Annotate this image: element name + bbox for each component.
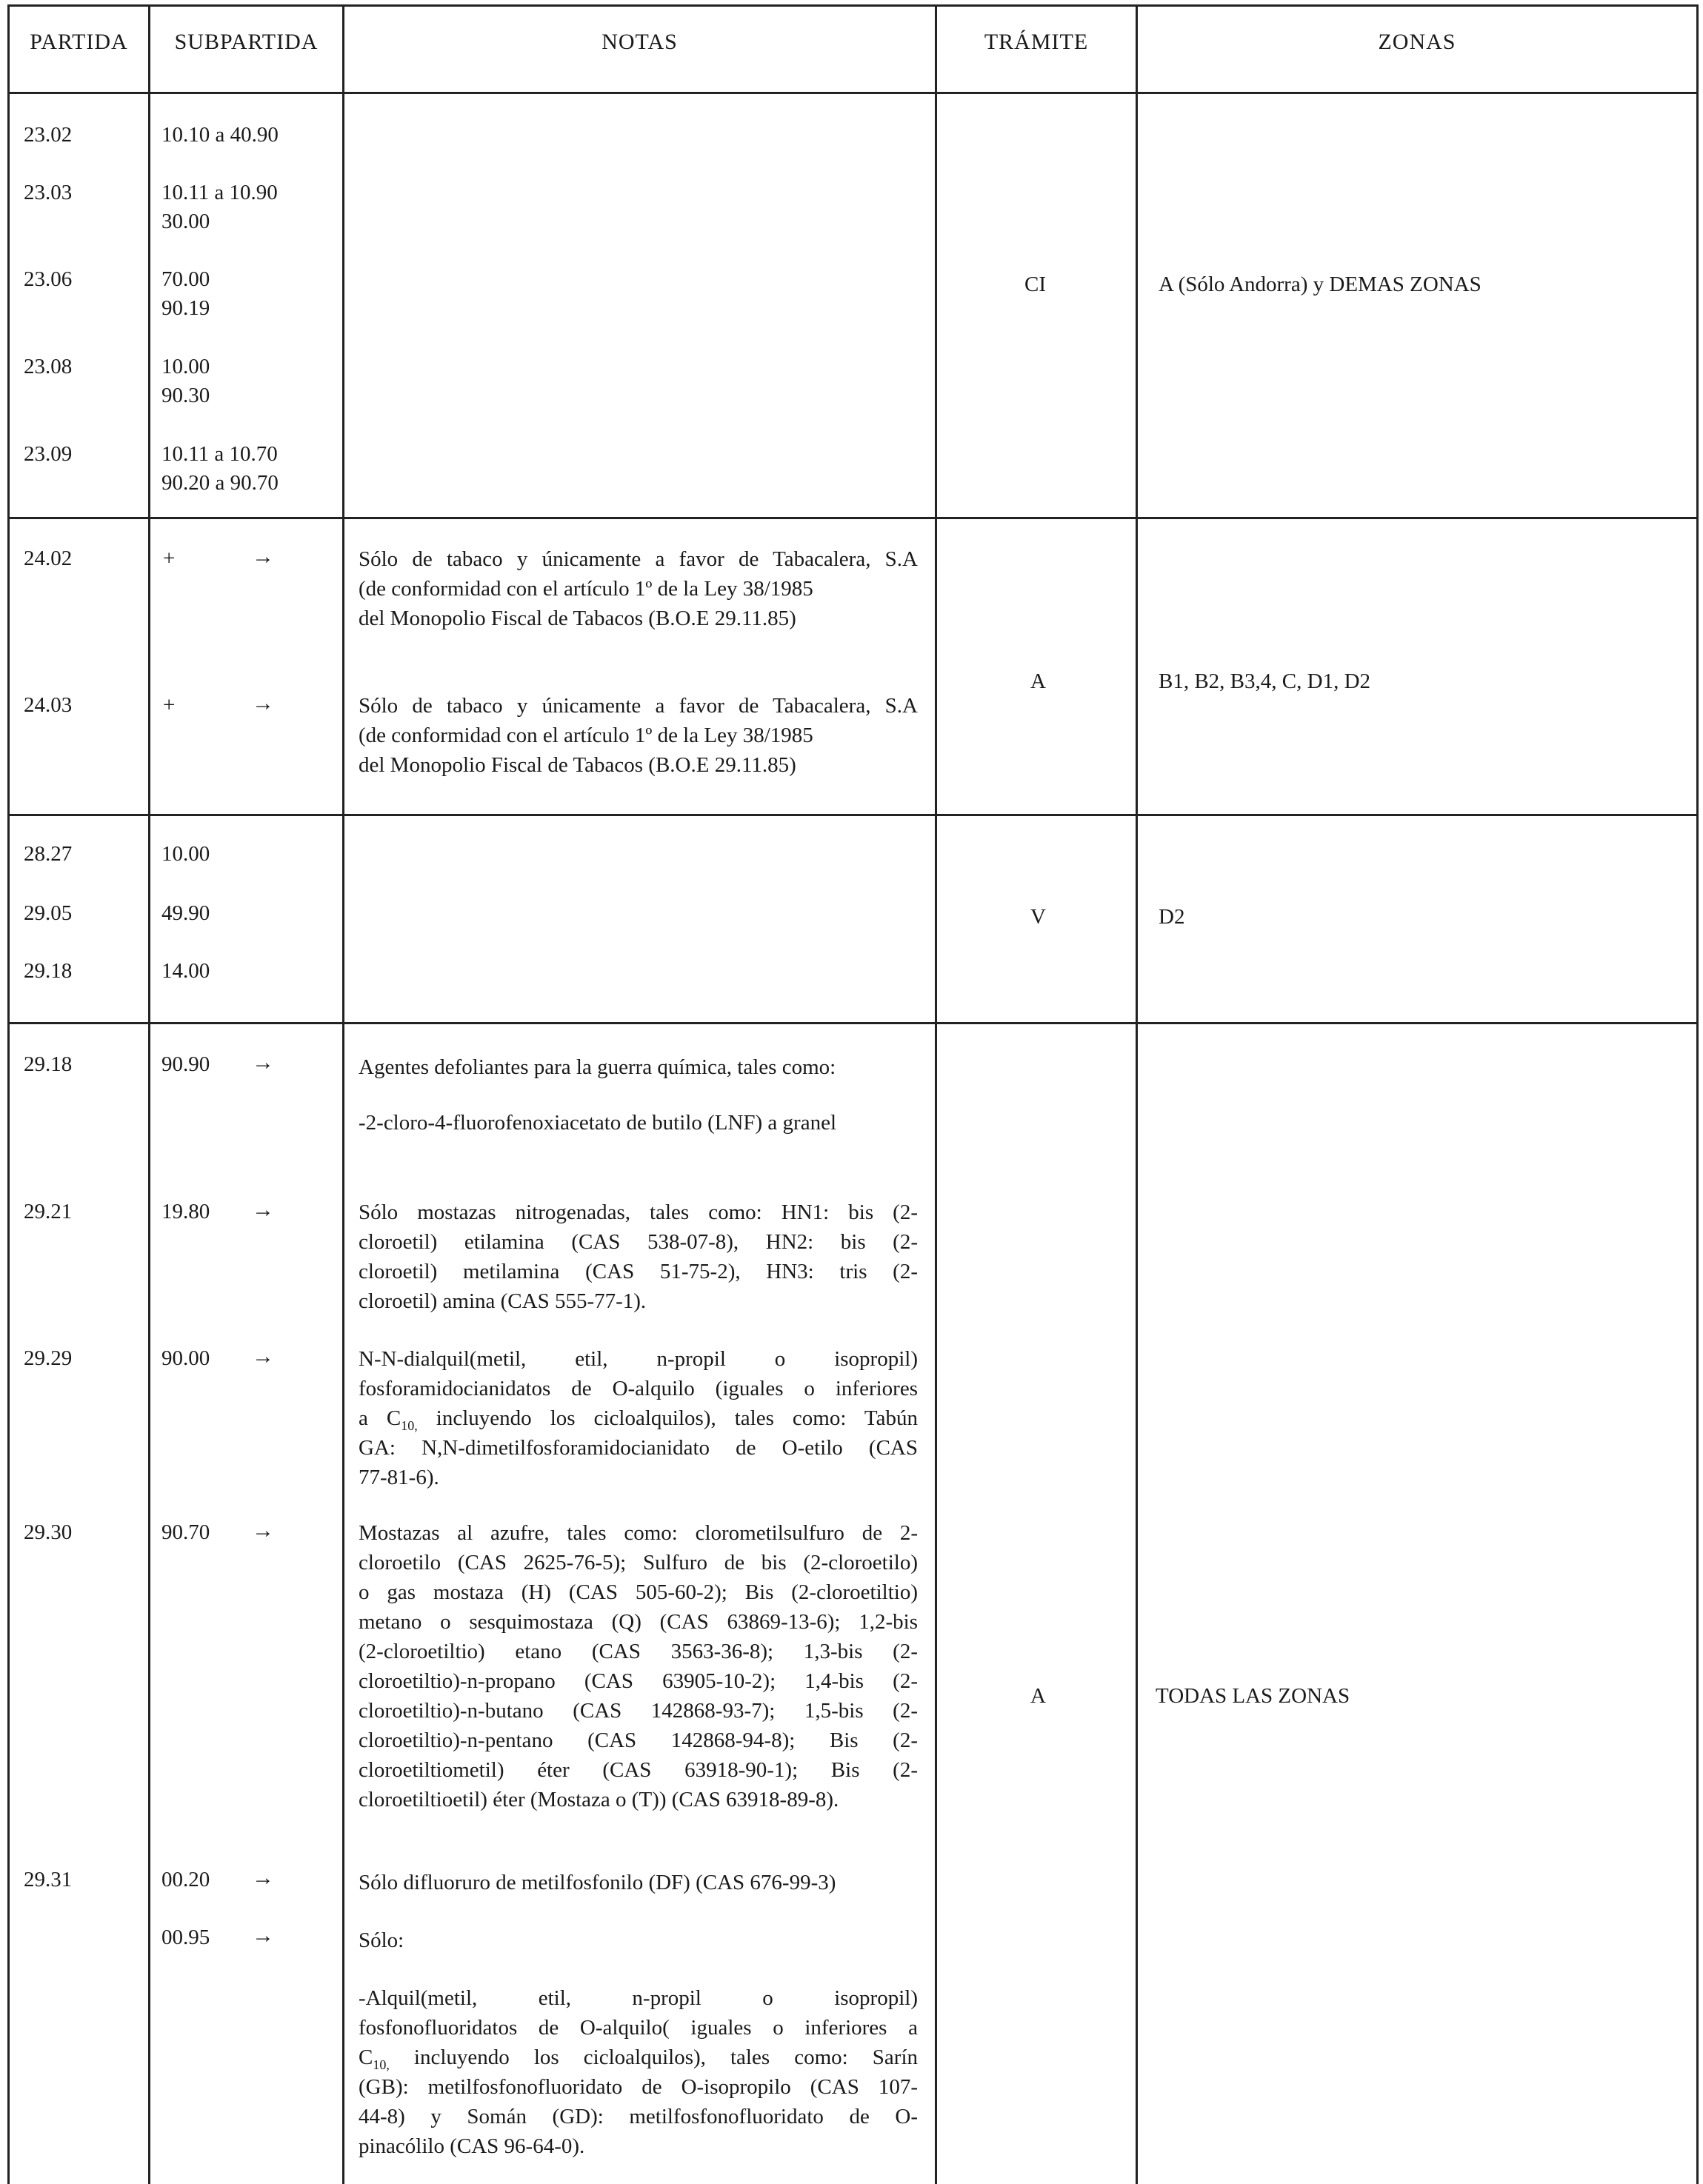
header-notas: NOTAS [601, 30, 678, 54]
nota-cell: Mostazas al azufre, tales como: clorometilsulfuro de 2- cloroetilo (CAS 2625-76-5); Sulfuro de bis (2-cloroetilo) o gas mostaza (H) (CAS 505-60-2); Bis (2-cloroetiltio) metano o sesquimostaza (Q) (CAS 63869-13-6); 1,2-bis (2-cloroetiltio) etano (CAS 3563-36-8); 1,3-bis (2- cloroetiltio)-n-propano (CAS 63905-10-2); 1,4-bis (2- cloroetiltio)-n-butano (CAS 142868-93-7); 1,5-bis (2- cloroetiltio)-n-pentano (CAS 142868-94-8); Bis (2- cloroetiltiometil) éter (CAS 63918-90-1); Bis (2- cloroetiltioetil) éter (Mostaza o (T)) (CAS 63918-89-8). [359, 1521, 918, 1811]
arrow-icon: → [252, 1198, 274, 1222]
partida-cell: 29.21 [24, 1200, 73, 1223]
header-subpartida: SUBPARTIDA [174, 30, 319, 54]
subpartida-cell: 10.10 a 40.90 [161, 123, 279, 147]
nota-cell: Sólo: [359, 1928, 404, 1952]
partida-cell: 23.03 [24, 181, 73, 204]
partida-cell: 28.27 [24, 842, 73, 866]
arrow-icon: → [252, 1050, 274, 1075]
group1-bottom-rule [7, 517, 1699, 519]
subpartida-cell: 00.95 [161, 1926, 210, 1949]
subpartida-cell: 90.20 a 90.70 [161, 471, 279, 495]
partida-cell: 23.06 [24, 267, 73, 291]
table-left-rule [7, 4, 10, 2184]
subpartida-cell: 14.00 [161, 959, 210, 983]
subpartida-cell: 00.20 [161, 1868, 210, 1891]
subpartida-cell: 10.11 a 10.70 [161, 442, 278, 466]
zonas-cell: A (Sólo Andorra) y DEMAS ZONAS [1159, 273, 1482, 296]
subpartida-cell: + [163, 547, 176, 570]
partida-cell: 29.18 [24, 1052, 73, 1076]
tramite-cell: A [1030, 669, 1046, 693]
col-subpartida-rule [342, 4, 344, 2184]
partida-cell: 23.08 [24, 355, 73, 378]
partida-cell: 29.29 [24, 1346, 73, 1370]
arrow-icon: → [252, 1923, 274, 1948]
partida-cell: 23.02 [24, 123, 73, 147]
subpartida-cell: + [163, 693, 176, 717]
zonas-cell: B1, B2, B3,4, C, D1, D2 [1159, 669, 1371, 693]
subpartida-cell: 90.30 [161, 384, 210, 407]
nota-cell: Agentes defoliantes para la guerra química, tales como: [359, 1055, 836, 1079]
col-tramite-rule [1136, 4, 1138, 2184]
nota-cell: Sólo de tabaco y únicamente a favor de Tabacalera, S.A (de conformidad con el artículo 1º de la Ley 38/1985 del Monopolio Fiscal de Tabacos (B.O.E 29.11.85) [359, 547, 918, 630]
header-bottom-rule [7, 92, 1699, 94]
nota-cell: Sólo difluoruro de metilfosfonilo (DF) (CAS 676-99-3) [359, 1871, 836, 1894]
tramite-cell: A [1030, 1684, 1046, 1708]
arrow-icon: → [252, 1344, 274, 1369]
subpartida-cell: 90.90 [161, 1052, 210, 1076]
arrow-icon: → [252, 691, 274, 715]
table-top-rule [7, 4, 1699, 7]
nota-cell: Sólo de tabaco y únicamente a favor de Tabacalera, S.A (de conformidad con el artículo 1º de la Ley 38/1985 del Monopolio Fiscal de Tabacos (B.O.E 29.11.85) [359, 694, 918, 777]
col-partida-rule [148, 4, 150, 2184]
header-zonas: ZONAS [1378, 30, 1456, 54]
col-notas-rule [935, 4, 937, 2184]
table-right-rule [1696, 4, 1699, 2184]
subpartida-cell: 49.90 [161, 901, 210, 925]
partida-cell: 29.18 [24, 959, 73, 983]
subpartida-cell: 90.70 [161, 1520, 210, 1544]
subpartida-cell: 10.11 a 10.90 [161, 181, 278, 204]
partida-cell: 29.31 [24, 1868, 73, 1891]
arrow-icon: → [252, 544, 274, 569]
partida-cell: 24.02 [24, 547, 73, 570]
partida-cell: 24.03 [24, 693, 73, 717]
subpartida-cell: 19.80 [161, 1200, 210, 1223]
partida-cell: 29.30 [24, 1520, 73, 1544]
partida-cell: 29.05 [24, 901, 73, 925]
nota-cell: N-N-dialquil(metil, etil, n-propil o isopropil) fosforamidocianidatos de O-alquilo (iguales o inferiores a $C_{10,}$ incluyendo los cicloalquilos), tales como: Tabún GA: N,N-dimetilfosforamidocianidato de O-etilo (CAS 77-81-6). [359, 1347, 918, 1489]
group2-bottom-rule [7, 814, 1699, 816]
subpartida-cell: 90.00 [161, 1346, 210, 1370]
tramite-cell: V [1030, 905, 1046, 929]
header-partida: PARTIDA [30, 30, 128, 54]
subpartida-cell: 90.19 [161, 296, 210, 320]
subpartida-cell: 10.00 [161, 842, 210, 866]
subpartida-cell: 30.00 [161, 210, 210, 233]
subpartida-cell: 70.00 [161, 267, 210, 291]
nota-cell: Sólo mostazas nitrogenadas, tales como: HN1: bis (2- cloroetil) etilamina (CAS 538-07-8), HN2: bis (2- cloroetil) metilamina (CAS 51-75-2), HN3: tris (2- cloroetil) amina (CAS 555-77-1). [359, 1200, 918, 1313]
nota-cell: -Alquil(metil, etil, n-propil o isopropil) fosfonofluoridatos de O-alquilo( iguales o inferiores a $C_{10,}$ incluyendo los cicloalquilos), tales como: Sarín (GB): metilfosfonofluoridato de O-isopropilo (CAS 107- 44-8) y Somán (GD): metilfosfonofluoridato de O- pinacólilo (CAS 96-64-0). [359, 1986, 918, 2158]
partida-cell: 23.09 [24, 442, 73, 466]
nota-cell: -2-cloro-4-fluorofenoxiacetato de butilo (LNF) a granel [359, 1111, 836, 1135]
arrow-icon: → [252, 1518, 274, 1543]
group3-bottom-rule [7, 1022, 1699, 1024]
arrow-icon: → [252, 1866, 274, 1890]
zonas-cell: D2 [1159, 905, 1185, 929]
subpartida-cell: 10.00 [161, 355, 210, 378]
header-tramite: TRÁMITE [984, 30, 1089, 54]
tramite-cell: CI [1024, 273, 1046, 296]
zonas-cell: TODAS LAS ZONAS [1156, 1684, 1350, 1708]
